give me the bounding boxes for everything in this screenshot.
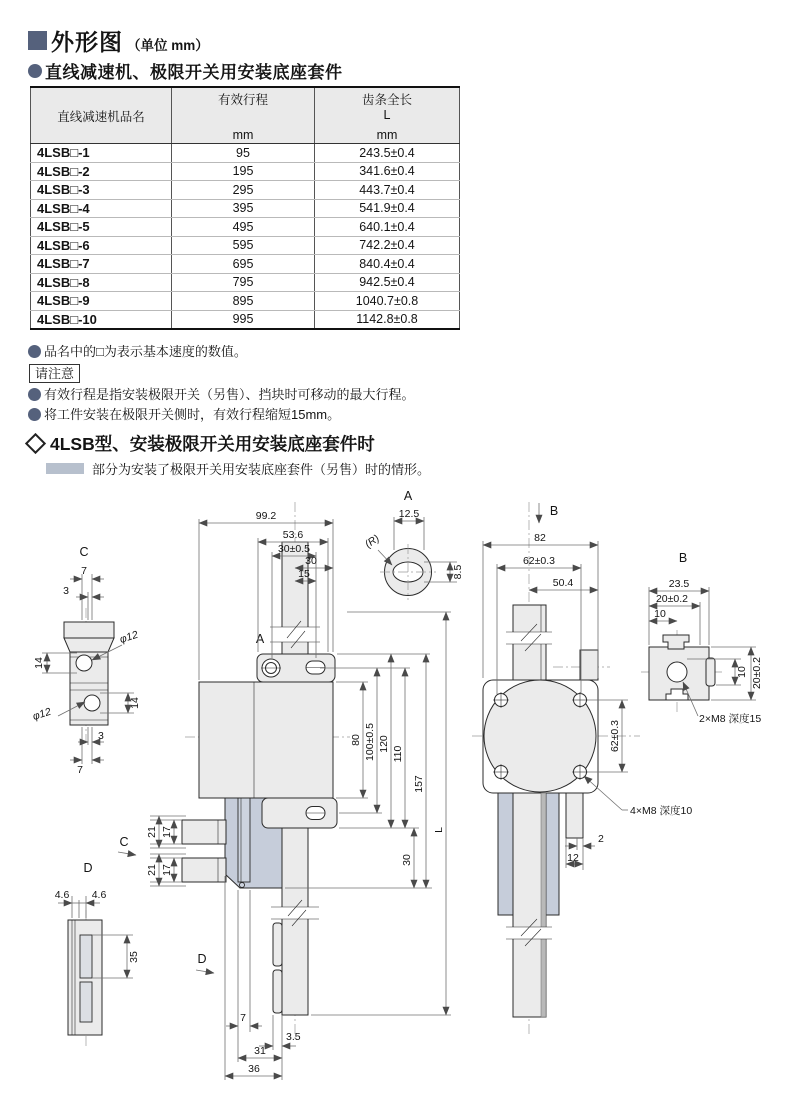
table-row: 4LSB□-7 695 840.4±0.4 xyxy=(31,255,460,274)
dim-label: L xyxy=(433,827,445,833)
view-arrow-label: C xyxy=(119,835,129,849)
view-label: C xyxy=(79,545,89,559)
view-b xyxy=(641,551,763,725)
col-header-length-label: 齿条全长 L xyxy=(361,93,412,122)
hole-dim-label: φ12 xyxy=(118,628,140,646)
dim-label: 30±0.5 xyxy=(277,543,311,555)
dim-label: 8.5 xyxy=(452,564,464,580)
dimension-drawing xyxy=(0,480,810,1110)
dim-label: 82 xyxy=(534,532,546,544)
table-header-row xyxy=(31,87,460,144)
dim-label: 4.6 xyxy=(54,889,70,901)
caution-badge: 请注意 xyxy=(29,364,80,383)
col-header-stroke xyxy=(172,87,315,144)
dim-label: 10 xyxy=(736,666,748,678)
view-arrow-label: B xyxy=(549,504,559,518)
dim-label: 17 xyxy=(161,864,173,876)
detail-a xyxy=(363,489,464,600)
note-line xyxy=(28,385,415,404)
dim-label: 30 xyxy=(305,555,317,567)
col-header-stroke-unit: mm xyxy=(232,128,254,142)
thread-label: 2×M8 深度15 xyxy=(699,713,762,725)
dim-label: 17 xyxy=(161,826,173,838)
unit-label: （单位 mm） xyxy=(127,37,209,53)
table-row: 4LSB□-10 995 1142.8±0.8 xyxy=(31,310,460,329)
dim-label: 2 xyxy=(598,833,604,845)
spec-table xyxy=(30,86,460,330)
circle-bullet-icon xyxy=(28,64,42,78)
dim-label: 7 xyxy=(240,1012,246,1024)
legend-row xyxy=(46,459,430,478)
dim-label: 3 xyxy=(98,730,104,742)
table-row: 4LSB□-2 195 341.6±0.4 xyxy=(31,162,460,181)
dim-label: 20±0.2 xyxy=(751,656,763,690)
note-line xyxy=(28,405,415,424)
dim-label: 4.6 xyxy=(91,889,107,901)
dim-label: 14 xyxy=(33,657,45,669)
dim-label: 3.5 xyxy=(286,1031,301,1043)
dim-label: 7 xyxy=(77,764,83,776)
view-c xyxy=(31,545,141,776)
diamond-icon xyxy=(25,433,46,454)
dim-label: 35 xyxy=(128,951,140,963)
section1-title: 直线减速机、极限开关用安装底座套件 xyxy=(45,63,343,82)
dim-label: 15 xyxy=(298,568,310,580)
dim-label: 3 xyxy=(63,585,69,597)
note-text: 将工件安装在极限开关侧时，有效行程缩短15mm。 xyxy=(44,407,341,422)
col-header-stroke-label: 有效行程 xyxy=(217,93,268,107)
dim-label: 12.5 xyxy=(398,508,420,520)
circle-bullet-icon xyxy=(28,408,41,421)
dim-label: 21 xyxy=(146,864,158,876)
dim-label: 21 xyxy=(146,826,158,838)
legend-text: 部分为安装了极限开关用安装底座套件（另售）时的情形。 xyxy=(92,462,431,477)
dim-label: 31 xyxy=(254,1045,266,1057)
table-row: 4LSB□-3 295 443.7±0.4 xyxy=(31,181,460,200)
dim-label: 30 xyxy=(401,854,413,866)
section1-heading xyxy=(28,58,343,83)
circle-bullet-icon xyxy=(28,388,41,401)
view-label: A xyxy=(403,489,413,503)
dim-label: 120 xyxy=(378,735,390,753)
table-row: 4LSB□-8 795 942.5±0.4 xyxy=(31,273,460,292)
note-text: 有效行程是指安装极限开关（另售）、挡块时可移动的最大行程。 xyxy=(44,387,415,402)
note-line xyxy=(28,342,415,361)
thread-label: 4×M8 深度10 xyxy=(630,805,693,817)
dim-label: 100±0.5 xyxy=(364,723,376,761)
table-row: 4LSB□-9 895 1040.7±0.8 xyxy=(31,292,460,311)
dim-label: 110 xyxy=(392,745,404,763)
dim-label: 7 xyxy=(81,565,87,577)
dim-label: 62±0.3 xyxy=(522,555,556,567)
view-label: B xyxy=(678,551,688,565)
col-header-length xyxy=(315,87,460,144)
dim-label: 62±0.3 xyxy=(609,719,621,753)
dim-label: 14 xyxy=(129,697,141,709)
view-label: D xyxy=(83,861,93,875)
table-row: 4LSB□-6 595 742.2±0.4 xyxy=(31,236,460,255)
view-d xyxy=(55,861,140,1048)
circle-bullet-icon xyxy=(28,345,41,358)
dim-label: 10 xyxy=(654,608,666,620)
col-header-name: 直线减速机品名 xyxy=(31,87,172,144)
notes-block xyxy=(28,342,415,425)
hole-dim-label: φ12 xyxy=(31,705,53,723)
page-title-row xyxy=(28,24,209,57)
dim-label: 20±0.2 xyxy=(655,593,689,605)
table-row: 4LSB□-4 395 541.9±0.4 xyxy=(31,199,460,218)
section-a-mark: A xyxy=(255,632,265,646)
square-bullet-icon xyxy=(28,31,47,50)
dim-label: 157 xyxy=(413,775,425,793)
dim-label: 23.5 xyxy=(668,578,690,590)
section2-title: 4LSB型、安装极限开关用安装底座套件时 xyxy=(50,434,375,454)
legend-swatch-icon xyxy=(46,463,84,474)
page-title: 外形图 xyxy=(51,29,123,55)
note-text: 品名中的□为表示基本速度的数值。 xyxy=(44,344,247,359)
table-row: 4LSB□-1 95 243.5±0.4 xyxy=(31,144,460,163)
dim-label: 50.4 xyxy=(552,577,574,589)
view-arrow-label: D xyxy=(197,952,207,966)
dim-label: 12 xyxy=(567,852,579,864)
table-row: 4LSB□-5 495 640.1±0.4 xyxy=(31,218,460,237)
dim-label: 36 xyxy=(248,1063,260,1075)
section2-heading xyxy=(26,431,375,456)
side-view xyxy=(472,502,692,1036)
dim-label: 53.6 xyxy=(282,529,304,541)
dim-label: 80 xyxy=(350,734,362,746)
dim-label: 99.2 xyxy=(255,510,277,522)
radius-label: (R) xyxy=(362,532,382,551)
col-header-length-unit: mm xyxy=(376,128,398,142)
